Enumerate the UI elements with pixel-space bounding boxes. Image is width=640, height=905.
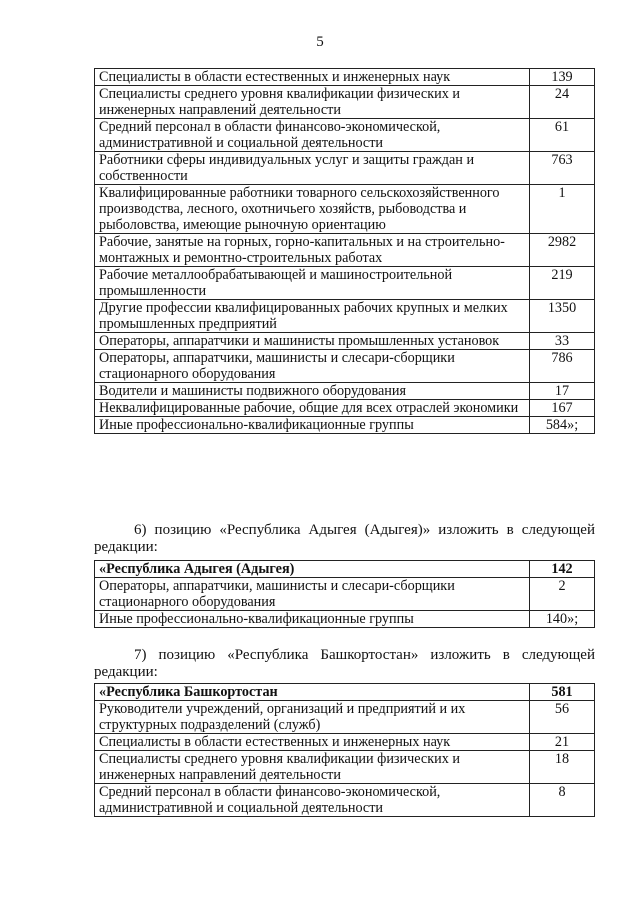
- occupation-label-cell: Квалифицированные работники товарного сельскохозяйственного производства, лесного, охотничьего хозяйств, рыбоводства и рыболовства, имеющие рыночную ориентацию: [95, 185, 530, 234]
- occupation-count-cell: 24: [530, 86, 595, 119]
- occupation-label-cell: Рабочие металлообрабатывающей и машиностроительной промышленности: [95, 267, 530, 300]
- table-row: [95, 383, 595, 400]
- page-number: 5: [316, 34, 324, 50]
- paragraph-7: [94, 647, 595, 681]
- occupation-count-cell: 167: [530, 400, 595, 417]
- occupation-count-cell: 2982: [530, 234, 595, 267]
- table-row: [95, 267, 595, 300]
- occupation-label-cell: Специалисты в области естественных и инженерных наук: [95, 734, 530, 751]
- table-row: [95, 578, 595, 611]
- occupation-label-cell: Иные профессионально-квалификационные группы: [95, 611, 530, 628]
- occupation-count-cell: 763: [530, 152, 595, 185]
- occupation-label-cell: Иные профессионально-квалификационные группы: [95, 417, 530, 434]
- occupation-count-cell: 18: [530, 751, 595, 784]
- table-row: [95, 350, 595, 383]
- adygea-table: [94, 560, 595, 628]
- occupation-label-cell: Специалисты среднего уровня квалификации физических и инженерных направлений деятельности: [95, 86, 530, 119]
- occupation-label-cell: Работники сферы индивидуальных услуг и защиты граждан и собственности: [95, 152, 530, 185]
- table-row: [95, 417, 595, 434]
- occupation-label-cell: Операторы, аппаратчики, машинисты и слесари-сборщики стационарного оборудования: [95, 578, 530, 611]
- table-row: [95, 751, 595, 784]
- region-total-cell: 581: [530, 684, 595, 701]
- paragraph-6-line-1: 6) позицию «Республика Адыгея (Адыгея)» изложить в следующей: [134, 522, 595, 538]
- region-name-cell: «Республика Башкортостан: [95, 684, 530, 701]
- table-row: [95, 152, 595, 185]
- table-row: [95, 69, 595, 86]
- occupation-label-cell: Другие профессии квалифицированных рабочих крупных и мелких промышленных предприятий: [95, 300, 530, 333]
- occupation-count-cell: 56: [530, 701, 595, 734]
- occupation-count-cell: 21: [530, 734, 595, 751]
- occupation-count-cell: 8: [530, 784, 595, 817]
- bashkortostan-table: [94, 683, 595, 817]
- table-row: [95, 400, 595, 417]
- table-row: [95, 784, 595, 817]
- occupation-count-cell: 1350: [530, 300, 595, 333]
- occupation-label-cell: Операторы, аппаратчики и машинисты промышленных установок: [95, 333, 530, 350]
- occupation-count-cell: 61: [530, 119, 595, 152]
- table-row: [95, 234, 595, 267]
- paragraph-7-line-1: 7) позицию «Республика Башкортостан» изложить в следующей: [134, 647, 595, 663]
- paragraph-7-line-2: редакции:: [94, 664, 158, 680]
- region-total-cell: 142: [530, 561, 595, 578]
- profession-table-1: [94, 68, 595, 434]
- occupation-label-cell: Средний персонал в области финансово-экономической, административной и социальной деятельности: [95, 784, 530, 817]
- occupation-label-cell: Средний персонал в области финансово-экономической, административной и социальной деятельности: [95, 119, 530, 152]
- occupation-label-cell: Неквалифицированные рабочие, общие для всех отраслей экономики: [95, 400, 530, 417]
- table-row: [95, 333, 595, 350]
- occupation-count-cell: 584»;: [530, 417, 595, 434]
- region-name-cell: «Республика Адыгея (Адыгея): [95, 561, 530, 578]
- occupation-count-cell: 17: [530, 383, 595, 400]
- occupation-count-cell: 2: [530, 578, 595, 611]
- table-row: [95, 734, 595, 751]
- paragraph-6: [94, 522, 595, 556]
- occupation-count-cell: 139: [530, 69, 595, 86]
- occupation-label-cell: Водители и машинисты подвижного оборудования: [95, 383, 530, 400]
- occupation-count-cell: 1: [530, 185, 595, 234]
- table-row: [95, 86, 595, 119]
- occupation-count-cell: 786: [530, 350, 595, 383]
- table-row: [95, 611, 595, 628]
- occupation-label-cell: Операторы, аппаратчики, машинисты и слесари-сборщики стационарного оборудования: [95, 350, 530, 383]
- table-row: [95, 185, 595, 234]
- table-row: [95, 300, 595, 333]
- table-row: [95, 701, 595, 734]
- occupation-label-cell: Руководители учреждений, организаций и предприятий и их структурных подразделений (служб): [95, 701, 530, 734]
- occupation-count-cell: 33: [530, 333, 595, 350]
- occupation-count-cell: 140»;: [530, 611, 595, 628]
- table-header-row: [95, 684, 595, 701]
- table-header-row: [95, 561, 595, 578]
- occupation-count-cell: 219: [530, 267, 595, 300]
- occupation-label-cell: Рабочие, занятые на горных, горно-капитальных и на строительно-монтажных и ремонтно-строительных работах: [95, 234, 530, 267]
- occupation-label-cell: Специалисты в области естественных и инженерных наук: [95, 69, 530, 86]
- occupation-label-cell: Специалисты среднего уровня квалификации физических и инженерных направлений деятельности: [95, 751, 530, 784]
- table-row: [95, 119, 595, 152]
- paragraph-6-line-2: редакции:: [94, 539, 158, 555]
